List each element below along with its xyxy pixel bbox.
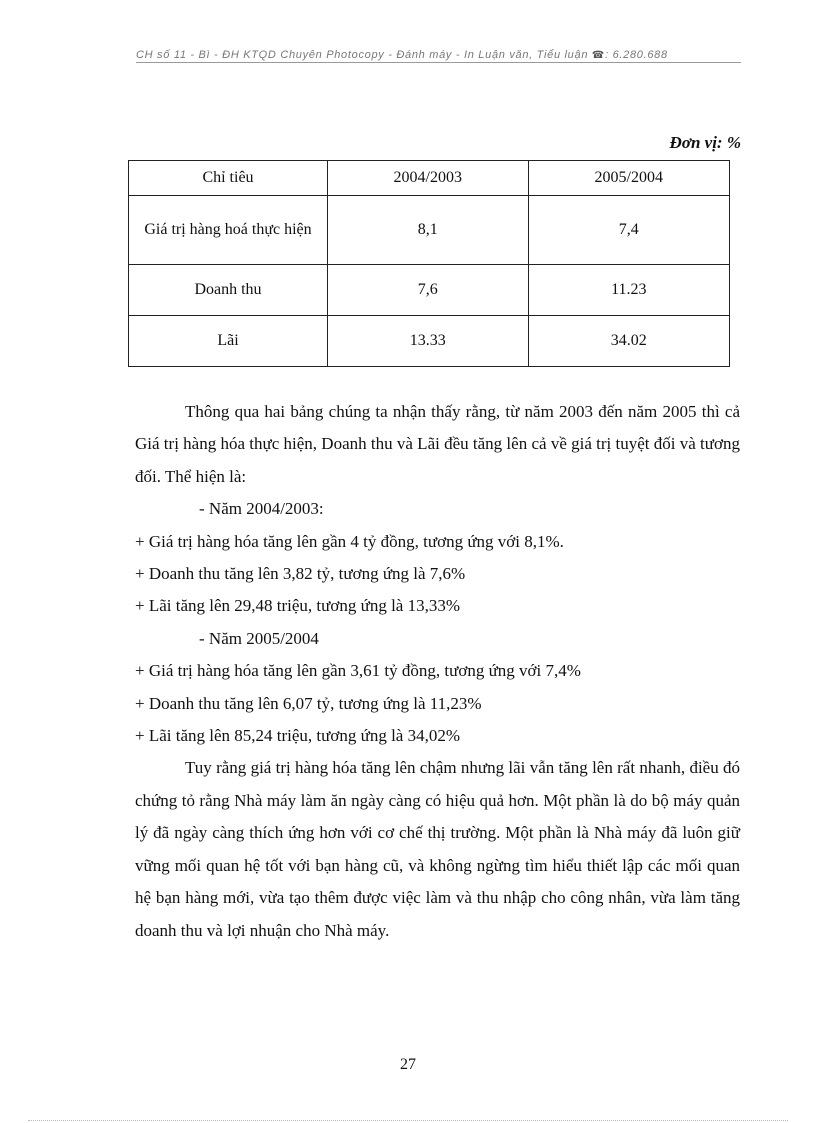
- list-item: + Giá trị hàng hóa tăng lên gần 4 tỷ đồng, tương ứng với 8,1%.: [135, 531, 564, 551]
- paragraph-conclusion: Tuy rằng giá trị hàng hóa tăng lên chậm nhưng lãi vẫn tăng lên rất nhanh, điều đó chứng tỏ rằng Nhà máy làm ăn ngày càng có hiệu quả hơn. Một phần là do bộ máy quản lý đã ngày càng thích ứng hơn với cơ chế thị trường. Một phần là Nhà máy đã luôn giữ vững mối quan hệ tốt với bạn hàng cũ, và không ngừng tìm hiểu thiết lập các mối quan hệ bạn hàng mới, vừa tạo thêm được việc làm và thu nhập cho công nhân, vừa làm tăng doanh thu và lợi nhuận cho Nhà máy.: [135, 758, 740, 940]
- phone-icon: ☎: [591, 50, 606, 61]
- table-cell: 34.02: [528, 316, 729, 367]
- table-row: [129, 316, 730, 367]
- header-text: CH số 11 - Bì - ĐH KTQD Chuyên Photocopy - Đánh máy - In Luận văn, Tiểu luận: [136, 49, 589, 61]
- footer-divider: [28, 1120, 788, 1121]
- header-phone: : 6.280.688: [605, 49, 668, 61]
- table-row: [129, 265, 730, 316]
- paragraph-intro: Thông qua hai bảng chúng ta nhận thấy rằng, từ năm 2003 đến năm 2005 thì cả Giá trị hàng hóa thực hiện, Doanh thu và Lãi đều tăng lên cả về giá trị tuyệt đối và tương đối. Thể hiện là:: [135, 402, 740, 486]
- list-item: + Lãi tăng lên 85,24 triệu, tương ứng là 34,02%: [135, 726, 461, 746]
- table-cell: 8,1: [328, 196, 529, 265]
- table-cell: 11.23: [528, 265, 729, 316]
- body-text: [135, 396, 740, 947]
- list-item: + Giá trị hàng hóa tăng lên gần 3,61 tỷ đồng, tương ứng với 7,4%: [135, 661, 581, 681]
- year-heading-2004-2003: - Năm 2004/2003:: [199, 499, 324, 519]
- table-cell: 7,6: [328, 265, 529, 316]
- page-number: 27: [400, 1056, 416, 1073]
- table-cell: Doanh thu: [129, 265, 328, 316]
- header-cell-2004-2003: 2004/2003: [328, 161, 529, 196]
- table-unit-label: Đơn vị: %: [669, 133, 741, 152]
- growth-rate-table: [128, 160, 730, 367]
- page-header: [136, 49, 741, 63]
- table-header-row: [129, 161, 730, 196]
- header-cell-indicator: Chỉ tiêu: [129, 161, 328, 196]
- table-cell: Lãi: [129, 316, 328, 367]
- table-cell: 7,4: [528, 196, 729, 265]
- list-item: + Lãi tăng lên 29,48 triệu, tương ứng là 13,33%: [135, 596, 461, 616]
- table-row: [129, 196, 730, 265]
- table-cell: 13.33: [328, 316, 529, 367]
- list-item: + Doanh thu tăng lên 6,07 tỷ, tương ứng là 11,23%: [135, 693, 482, 713]
- table-cell: Giá trị hàng hoá thực hiện: [129, 196, 328, 265]
- list-item: + Doanh thu tăng lên 3,82 tỷ, tương ứng là 7,6%: [135, 564, 466, 584]
- year-heading-2005-2004: - Năm 2005/2004: [199, 628, 319, 648]
- header-cell-2005-2004: 2005/2004: [528, 161, 729, 196]
